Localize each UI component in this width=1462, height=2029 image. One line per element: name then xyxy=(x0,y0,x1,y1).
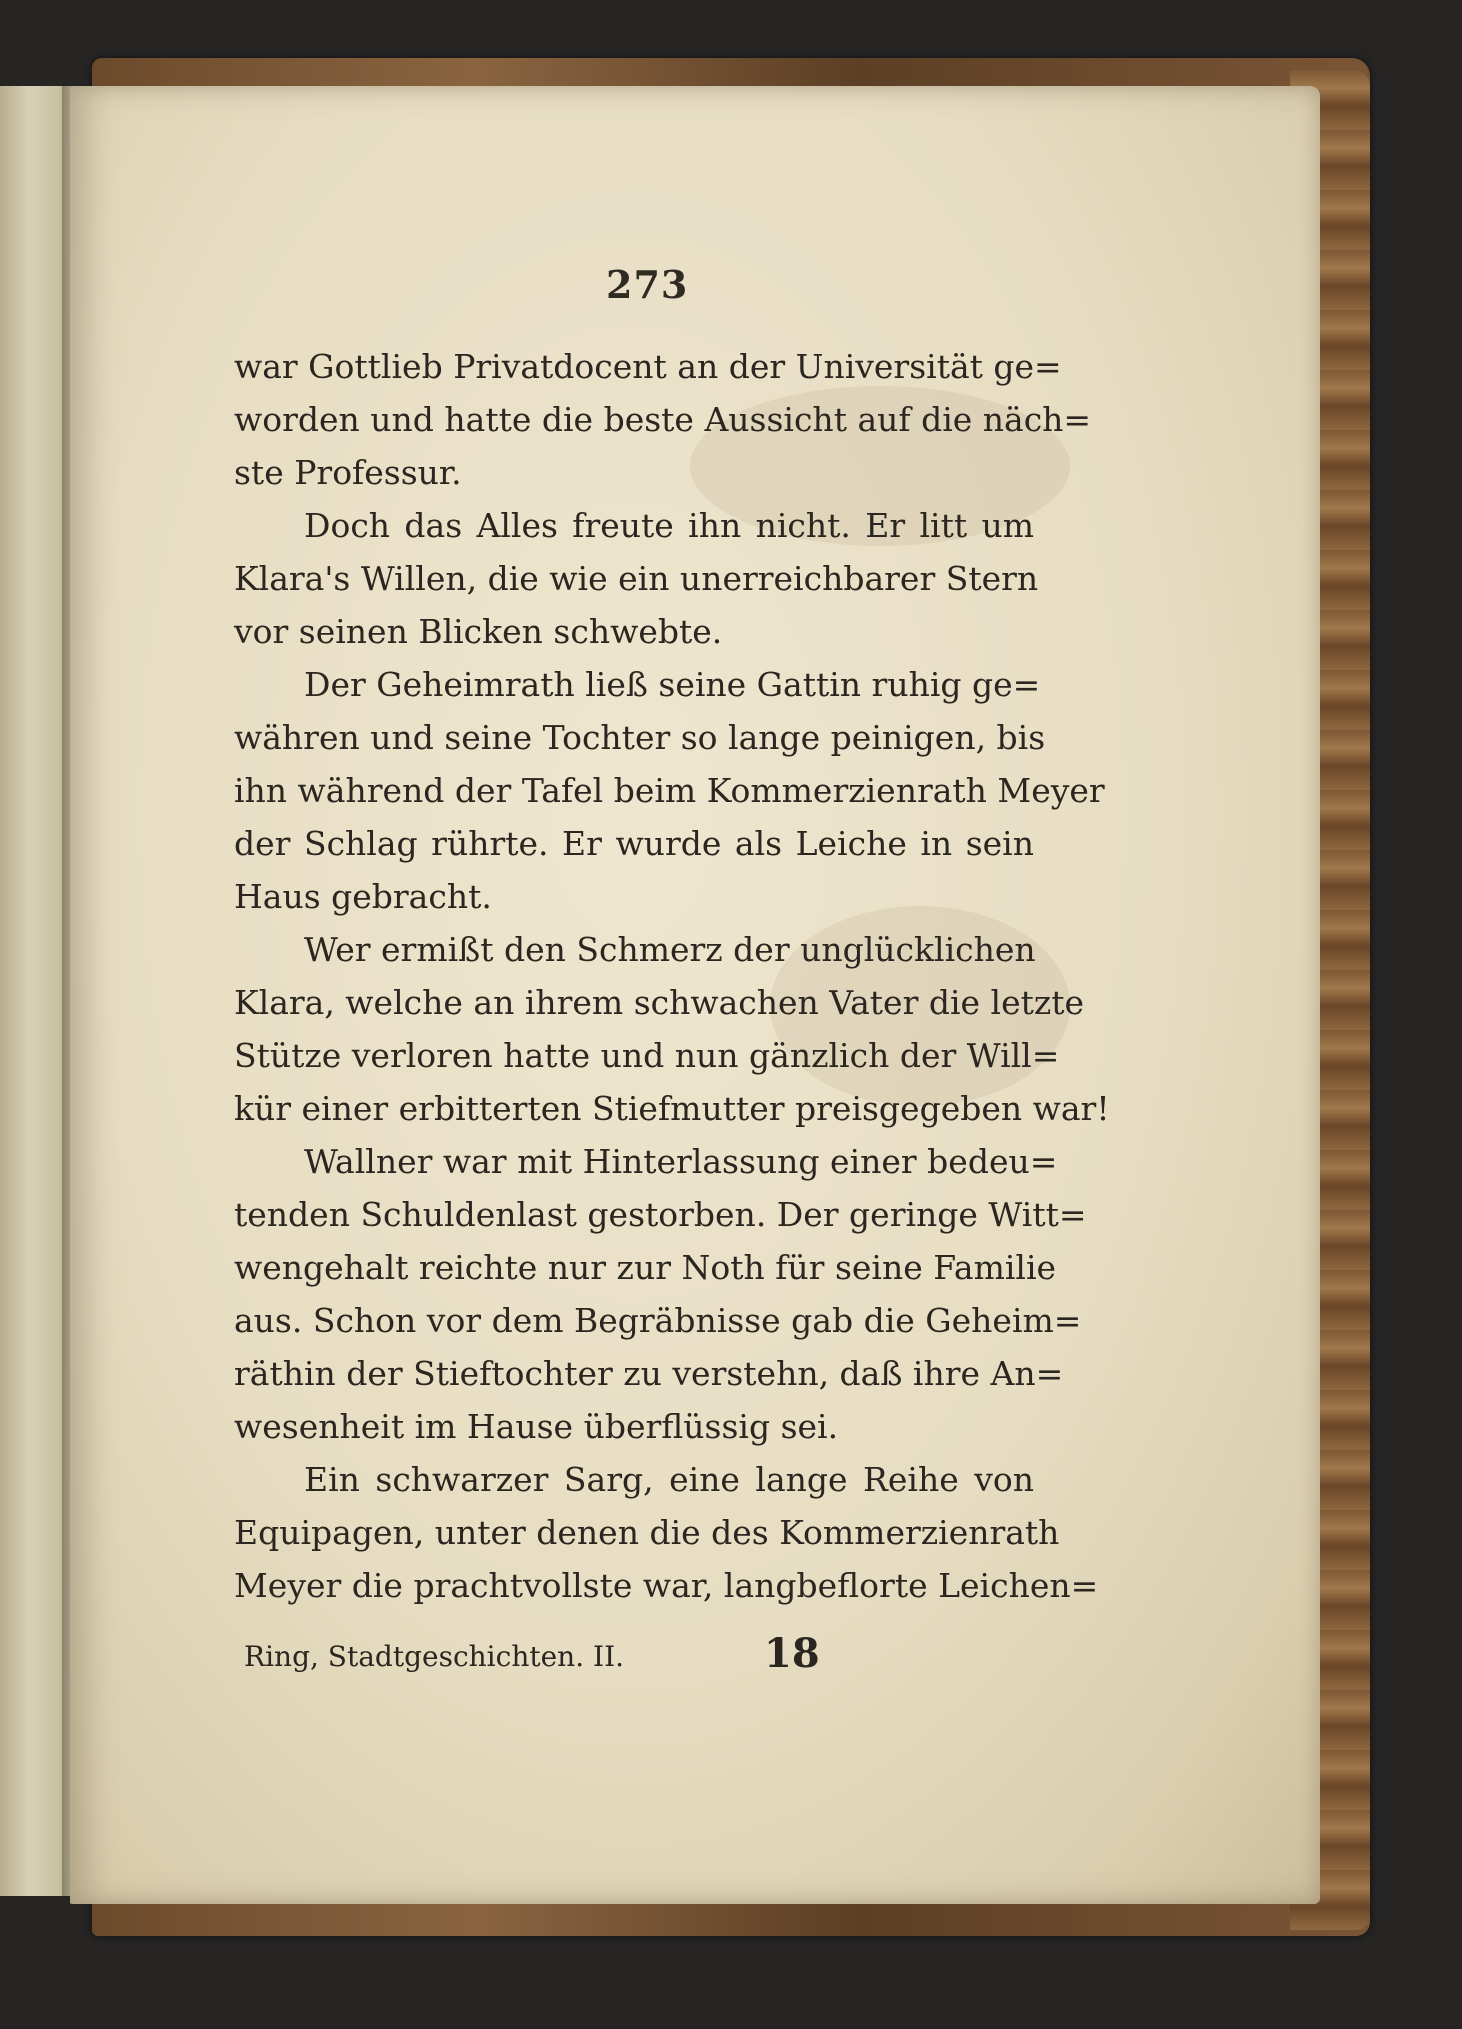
signature-label: Ring, Stadtgeschichten. II. xyxy=(244,1640,625,1673)
text-line: Klara's Willen, die wie ein unerreichbarer Stern xyxy=(234,559,1039,598)
text-line: währen und seine Tochter so lange peinigen, bis xyxy=(234,718,1046,757)
signature-number: 18 xyxy=(764,1630,820,1677)
text-line: räthin der Stieftochter zu verstehn, daß ihre An= xyxy=(234,1354,1064,1393)
text-line: Meyer die prachtvollste war, langbeflorte Leichen= xyxy=(234,1566,1099,1605)
text-line: Equipagen, unter denen die des Kommerzienrath xyxy=(234,1513,1060,1552)
text-line: Der Geheimrath ließ seine Gattin ruhig ge= xyxy=(304,665,1041,704)
text-line: Wallner war mit Hinterlassung einer bedeu= xyxy=(304,1142,1058,1181)
text-line: aus. Schon vor dem Begräbnisse gab die Geheim= xyxy=(234,1301,1082,1340)
text-line: Doch das Alles freute ihn nicht. Er litt um xyxy=(304,506,1034,545)
text-line: wesenheit im Hause überflüssig sei. xyxy=(234,1407,839,1446)
text-line: der Schlag rührte. Er wurde als Leiche in sein xyxy=(234,824,1034,863)
text-line: tenden Schuldenlast gestorben. Der geringe Witt= xyxy=(234,1195,1087,1234)
text-line: Ein schwarzer Sarg, eine lange Reihe von xyxy=(304,1460,1034,1499)
text-line: vor seinen Blicken schwebte. xyxy=(234,612,723,651)
text-line: Klara, welche an ihrem schwachen Vater die letzte xyxy=(234,983,1085,1022)
text-line: Stütze verloren hatte und nun gänzlich der Will= xyxy=(234,1036,1060,1075)
text-line: Wer ermißt den Schmerz der unglücklichen xyxy=(304,930,1036,969)
text-line: ste Professur. xyxy=(234,453,462,492)
text-line: war Gottlieb Privatdocent an der Universität ge= xyxy=(234,347,1062,386)
text-line: worden und hatte die beste Aussicht auf die näch= xyxy=(234,400,1092,439)
text-line: wengehalt reichte nur zur Noth für seine Familie xyxy=(234,1248,1057,1287)
text-line: Haus gebracht. xyxy=(234,877,492,916)
text-line: ihn während der Tafel beim Kommerzienrath Meyer xyxy=(234,771,1105,810)
text-line: kür einer erbitterten Stiefmutter preisgegeben war! xyxy=(234,1089,1110,1128)
body-text xyxy=(234,340,1110,1612)
page-number: 273 xyxy=(606,262,689,307)
